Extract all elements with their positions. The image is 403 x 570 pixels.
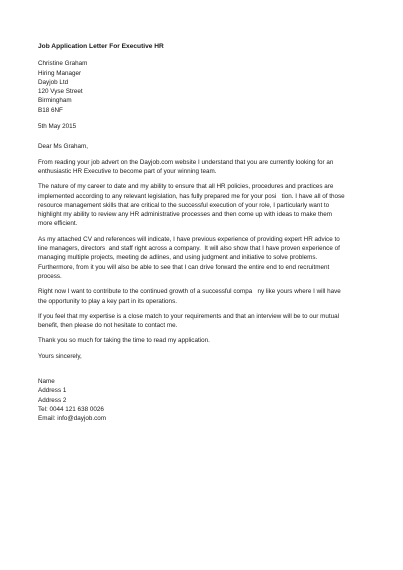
salutation: Dear Ms Graham, xyxy=(38,143,89,151)
paragraph-line: the opportunity to play a key part in its operations. xyxy=(38,297,177,305)
paragraph-line: enthusiastic HR Executive to become part of your winning team. xyxy=(38,167,217,175)
paragraph-6 xyxy=(38,336,368,345)
recipient-address xyxy=(38,59,368,115)
paragraph-line: From reading your job advert on the Dayjob.com website I understand that you are currently looking for an xyxy=(38,158,334,166)
closing: Yours sincerely, xyxy=(38,352,82,360)
paragraph-line: more efficient. xyxy=(38,220,78,228)
paragraph-line: managing multiple projects, meeting de adlines, and using judgment and initiative to solve problems. xyxy=(38,254,318,262)
letter-date: 5th May 2015 xyxy=(38,123,77,131)
sender-details xyxy=(38,377,368,423)
paragraph-line: Furthermore, from it you will also be able to see that I can drive forward the entire end to end recruitment xyxy=(38,263,330,271)
paragraph-line: implemented according to any relevant legislation, has fully prepared me for your posi tion. I have all of those xyxy=(38,192,345,200)
paragraph-line: resource management skills that are critical to the successful execution of your role, I particularly want to xyxy=(38,201,330,209)
paragraph-2 xyxy=(38,182,368,228)
paragraph-line: line managers, directors and staff right across a company. It will also show that I have proven experience of xyxy=(38,245,340,253)
paragraph-line: If you feel that my expertise is a close match to your requirements and that an interview will be to our mutual xyxy=(38,312,339,320)
paragraph-3 xyxy=(38,235,368,281)
sender-address-2: Address 2 xyxy=(38,396,67,404)
sender-tel: Tel: 0044 121 638 0026 xyxy=(38,405,104,413)
paragraph-4 xyxy=(38,287,368,306)
paragraph-5 xyxy=(38,312,368,331)
sender-address-1: Address 1 xyxy=(38,387,67,395)
paragraph-line: highlight my ability to review any HR administrative processes and then come up with ideas to make them xyxy=(38,211,332,219)
recipient-postcode: B18 6NF xyxy=(38,106,63,114)
letter-title: Job Application Letter For Executive HR xyxy=(38,43,164,50)
letter-body xyxy=(38,42,368,431)
recipient-street: 120 Vyse Street xyxy=(38,88,83,96)
sender-name: Name xyxy=(38,378,55,386)
recipient-city: Birmingham xyxy=(38,97,72,105)
paragraph-line: Thank you so much for taking the time to read my application. xyxy=(38,337,210,345)
recipient-name: Christine Graham xyxy=(38,60,88,68)
paragraph-line: process. xyxy=(38,272,62,280)
paragraph-line: The nature of my career to date and my ability to ensure that all HR policies, procedures and practices are xyxy=(38,183,334,191)
paragraph-line: As my attached CV and references will indicate, I have previous experience of providing expert HR advice to xyxy=(38,235,340,243)
recipient-role: Hiring Manager xyxy=(38,69,82,77)
paragraph-1 xyxy=(38,158,368,177)
recipient-company: Dayjob Ltd xyxy=(38,78,69,86)
paragraph-line: benefit, then please do not hesitate to contact me. xyxy=(38,322,178,330)
paragraph-line: Right now I want to contribute to the continued growth of a successful compa ny like yours where I will have xyxy=(38,288,341,296)
sender-email: Email: info@dayjob.com xyxy=(38,415,106,423)
